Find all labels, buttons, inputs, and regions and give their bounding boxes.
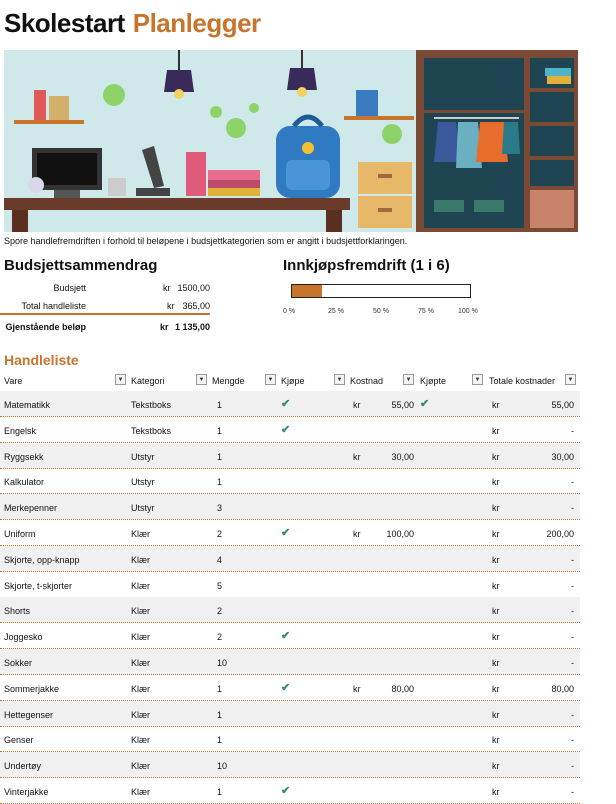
total-currency: kr (492, 761, 500, 772)
school-room-illustration (4, 50, 578, 232)
item-total: 30,00 (551, 451, 574, 462)
item-name: Undertøy (4, 761, 42, 772)
item-category: Klær (131, 529, 151, 539)
table-row[interactable] (0, 649, 580, 675)
item-quantity: 3 (217, 503, 223, 514)
col-header-bought: Kjøpte (420, 376, 447, 386)
table-row[interactable] (0, 391, 580, 417)
item-name: Skjorte, t-skjorter (4, 580, 73, 591)
item-category: Klær (131, 632, 151, 643)
item-total: 200,00 (546, 529, 574, 539)
description-text: Spore handlefremdriften i forhold til beløpene i budsjettkategorien som er angitt i budsjettforklaringen. (4, 236, 408, 246)
col-header-cost: Kostnad (350, 376, 384, 386)
cost-currency: kr (353, 451, 361, 462)
item-cost: 30,00 (391, 451, 414, 462)
filter-dropdown-icon[interactable]: ▼ (334, 374, 345, 385)
total-currency: kr (492, 606, 500, 617)
budget-divider (0, 313, 210, 315)
item-category: Klær (131, 761, 151, 772)
item-quantity: 1 (217, 425, 223, 436)
item-quantity: 1 (217, 735, 223, 746)
progress-tick-label: 0 % (283, 308, 296, 315)
item-category: Klær (131, 554, 151, 565)
total-list-value: 365,00 (182, 301, 210, 311)
buy-check-icon: ✔ (281, 527, 291, 539)
total-currency: kr (492, 709, 500, 720)
progress-tick-label: 25 % (328, 308, 344, 315)
item-quantity: 2 (217, 606, 223, 617)
shopping-list-title: Handleliste (4, 352, 79, 368)
item-category: Klær (131, 606, 151, 617)
remaining-currency: kr (160, 322, 169, 332)
item-quantity: 2 (217, 529, 223, 539)
item-name: Sommerjakke (4, 683, 60, 694)
total-currency: kr (492, 503, 500, 514)
table-row[interactable] (0, 597, 580, 623)
item-category: Utstyr (131, 503, 155, 514)
item-total: - (571, 606, 574, 617)
buy-check-icon: ✔ (281, 681, 291, 694)
filter-dropdown-icon[interactable]: ▼ (472, 374, 483, 385)
filter-dropdown-icon[interactable]: ▼ (265, 374, 276, 385)
table-row[interactable] (0, 546, 580, 572)
cost-currency: kr (353, 529, 361, 539)
cost-currency: kr (353, 683, 361, 694)
item-quantity: 4 (217, 554, 223, 565)
progress-tick-label: 50 % (373, 308, 389, 315)
item-category: Klær (131, 709, 151, 720)
total-currency: kr (492, 554, 500, 565)
item-quantity: 1 (217, 451, 223, 462)
page-title (4, 8, 261, 42)
table-row[interactable] (0, 494, 580, 520)
item-name: Matematikk (4, 400, 51, 410)
item-quantity: 10 (217, 658, 228, 668)
item-name: Ryggsekk (4, 451, 44, 462)
table-header (0, 373, 580, 393)
item-category: Utstyr (131, 477, 155, 488)
total-list-row (0, 301, 210, 313)
item-quantity: 1 (217, 787, 223, 797)
table-row[interactable] (0, 572, 580, 598)
item-category: Klær (131, 658, 151, 668)
total-currency: kr (492, 400, 500, 410)
title-part-2: Planlegger (132, 8, 261, 38)
item-total: - (571, 735, 574, 746)
item-category: Tekstboks (131, 400, 172, 410)
progress-tick-label: 75 % (418, 308, 434, 315)
budget-value: 1500,00 (177, 283, 210, 293)
progress-bar (291, 284, 471, 298)
total-currency: kr (492, 477, 500, 488)
item-quantity: 1 (217, 709, 223, 720)
total-list-label: Total handleliste (21, 301, 86, 311)
table-row[interactable] (0, 443, 580, 469)
progress-tick-label: 100 % (458, 308, 478, 315)
total-currency: kr (492, 683, 500, 694)
item-name: Merkepenner (4, 503, 58, 514)
item-cost: 55,00 (391, 400, 414, 410)
item-total: - (571, 709, 574, 720)
table-row[interactable] (0, 752, 580, 778)
col-header-quantity: Mengde (212, 376, 245, 386)
item-total: - (571, 425, 574, 436)
item-category: Klær (131, 683, 151, 694)
total-currency: kr (492, 658, 500, 668)
buy-check-icon: ✔ (281, 785, 291, 797)
table-row[interactable] (0, 520, 580, 546)
item-total: - (571, 787, 574, 797)
table-row[interactable] (0, 701, 580, 727)
col-header-category: Kategori (131, 376, 165, 386)
item-category: Tekstboks (131, 425, 172, 436)
item-quantity: 1 (217, 400, 223, 410)
table-row[interactable] (0, 417, 580, 443)
item-quantity: 1 (217, 683, 223, 694)
total-currency: kr (492, 580, 500, 591)
item-quantity: 1 (217, 477, 223, 488)
progress-title: Innkjøpsfremdrift (1 i 6) (283, 257, 450, 274)
item-name: Kalkulator (4, 477, 45, 488)
item-category: Klær (131, 735, 151, 746)
remaining-row (0, 322, 210, 334)
item-total: - (571, 503, 574, 514)
total-currency: kr (492, 735, 500, 746)
item-name: Shorts (4, 606, 31, 617)
item-category: Klær (131, 580, 151, 591)
item-total: - (571, 658, 574, 668)
remaining-value: 1 135,00 (174, 322, 210, 332)
item-name: Vinterjakke (4, 787, 49, 797)
total-currency: kr (492, 425, 500, 436)
col-header-buy: Kjøpe (281, 376, 305, 386)
table-row[interactable] (0, 726, 580, 752)
total-currency: kr (492, 787, 500, 797)
item-name: Engelsk (4, 425, 37, 436)
buy-check-icon: ✔ (281, 630, 291, 643)
col-header-item: Vare (4, 376, 23, 386)
total-currency: kr (492, 529, 500, 539)
item-name: Joggesko (4, 632, 43, 643)
budget-currency: kr (163, 283, 171, 293)
filter-dropdown-icon[interactable]: ▼ (403, 374, 414, 385)
buy-check-icon: ✔ (281, 423, 291, 436)
table-row[interactable] (0, 623, 580, 649)
budget-summary-title: Budsjettsammendrag (4, 257, 158, 274)
col-header-total: Totale kostnader (489, 376, 556, 386)
table-row[interactable] (0, 675, 580, 701)
filter-dropdown-icon[interactable]: ▼ (196, 374, 207, 385)
filter-dropdown-icon[interactable]: ▼ (565, 374, 576, 385)
title-part-1: Skolestart (4, 8, 125, 38)
bought-check-icon: ✔ (420, 398, 430, 410)
item-cost: 80,00 (391, 683, 414, 694)
item-name: Genser (4, 735, 34, 746)
table-row[interactable] (0, 468, 580, 494)
filter-dropdown-icon[interactable]: ▼ (115, 374, 126, 385)
item-total: 80,00 (551, 683, 574, 694)
item-total: - (571, 761, 574, 772)
remaining-label: Gjenstående beløp (5, 322, 86, 332)
cost-currency: kr (353, 400, 361, 410)
item-total: 55,00 (551, 400, 574, 410)
item-name: Skjorte, opp-knapp (4, 554, 80, 565)
item-total: - (571, 477, 574, 488)
budget-label: Budsjett (53, 283, 86, 293)
item-quantity: 5 (217, 580, 223, 591)
table-row[interactable] (0, 778, 580, 804)
budget-row (0, 283, 210, 295)
item-name: Hettegenser (4, 709, 54, 720)
item-total: - (571, 554, 574, 565)
buy-check-icon: ✔ (281, 398, 291, 410)
item-name: Sokker (4, 658, 33, 668)
item-category: Klær (131, 787, 151, 797)
item-total: - (571, 580, 574, 591)
item-name: Uniform (4, 529, 36, 539)
total-list-currency: kr (167, 301, 175, 311)
total-currency: kr (492, 632, 500, 643)
total-currency: kr (492, 451, 500, 462)
item-cost: 100,00 (386, 529, 414, 539)
item-quantity: 10 (217, 761, 228, 772)
item-quantity: 2 (217, 632, 223, 643)
item-category: Utstyr (131, 451, 155, 462)
progress-fill (292, 285, 322, 297)
item-total: - (571, 632, 574, 643)
